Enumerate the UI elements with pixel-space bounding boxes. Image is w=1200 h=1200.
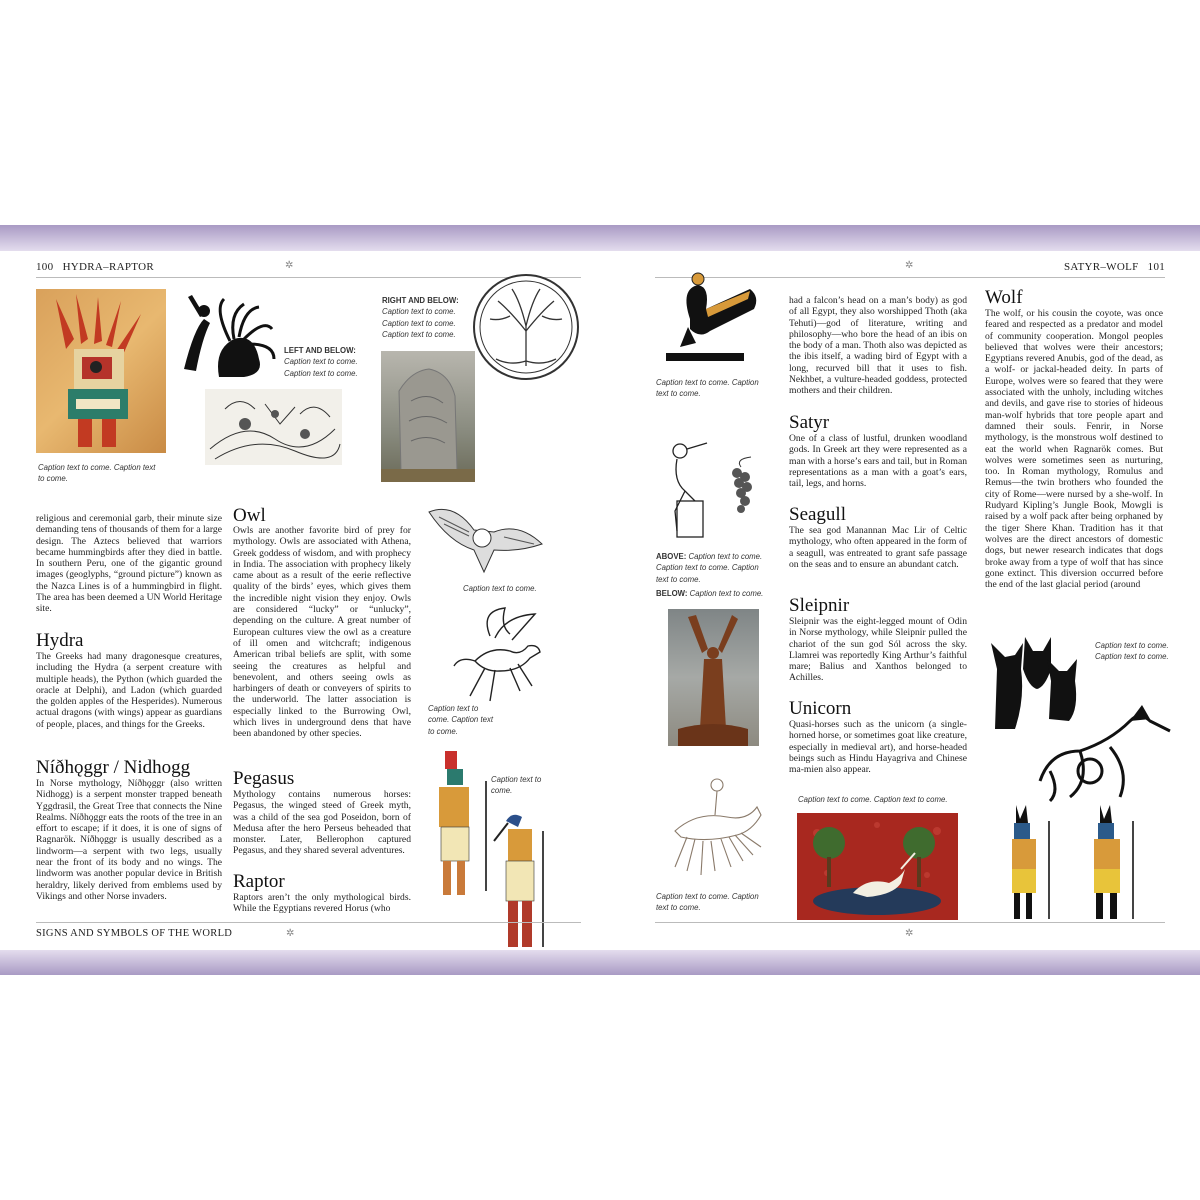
caption-right-below-label: RIGHT AND BELOW:: [382, 296, 459, 305]
caption-left-and-below: [284, 345, 374, 379]
seagull-text: The sea god Manannan Mac Lir of Celtic mythology, who often appeared in the form of a seagull, was entreated to grant safe passage on the seas and to ensure an abundant catch.: [789, 525, 967, 570]
woodcut-image: [205, 389, 342, 465]
caption-above: [656, 551, 771, 585]
left-footer-rule: [36, 922, 581, 923]
caption-left-below-label: LEFT AND BELOW:: [284, 346, 356, 355]
caption-below-label: BELOW:: [656, 589, 688, 598]
hummingbird-text-continued: religious and ceremonial garb, their minute size demanding tens of thousands of them for a large design. The Aztecs believed that warriors became hummingbirds after they died in battle. In southern Peru, one of the gigantic ground images (geoglyphs, “ground picture”) known as the Nazca Lines is of a hummingbird in flight. The area has been deemed a UN World Heritage site.: [36, 513, 222, 615]
seagull-statue-image: [668, 609, 759, 746]
unicorn-heading: Unicorn: [789, 698, 852, 719]
caption-sleipnir: Caption text to come. Caption text to come.: [656, 892, 759, 913]
caption-above-label: ABOVE:: [656, 552, 687, 561]
left-running-head: [36, 261, 154, 273]
hydra-image: [174, 289, 280, 379]
caption-egypt: Caption text to come.: [491, 775, 542, 796]
satyr-text: One of a class of lustful, drunken woodland gods. In Greek art they were represented as a man with a horse’s ears and tail, but in Roman representations as a man with a goat’s ears, tail, legs, and horns.: [789, 433, 967, 490]
caption-right-and-below: [382, 295, 470, 341]
star-ornament-icon: ✲: [905, 928, 914, 939]
owl-text: Owls are another favorite bird of prey for mythology. Owls are associated with Athena, Greek goddess of wisdom, and with prophecy in India. The association with prophecy likely came about as a result of the eerie reflective quality of the birds’ eyes, which gives them the incredible night vision they enjoy. Owls are considered “lucky” or “unlucky”, depending on the culture. A great number of European cultures view the owl as a creature of ill omen and witchcraft; indigenous American tribal beliefs are split, with some seeing the creatures as helpful and benevolent, and others seeing owls as harbingers of death or conveyers of spirits to the underworld. The latter association is especially linked to the Burrowing Owl, which lives in underground dens that have been abandoned by other species.: [233, 525, 411, 740]
star-ornament-icon: ✲: [905, 260, 914, 271]
celtic-wolf-image: [1030, 701, 1175, 806]
star-ornament-icon: ✲: [285, 260, 294, 271]
yggdrasil-tree-image: [470, 271, 582, 383]
sleipnir-text: Sleipnir was the eight-legged mount of Odin in Norse mythology, while Sleipnir pulled the chariot of the sun god Sól across the sky. Llamrei was reportedly King Arthur’s faithful mare; Balius and Xanthos belonged to Achilles.: [789, 616, 967, 684]
caption-unicorn: Caption text to come. Caption text to come.: [798, 795, 948, 804]
sleipnir-heading: Sleipnir: [789, 595, 850, 616]
left-folio: 100: [36, 261, 54, 273]
runestone-image: [381, 351, 475, 482]
owl-heading: Owl: [233, 505, 266, 526]
right-folio: 101: [1147, 261, 1166, 273]
thoth-figure-image: [492, 811, 558, 951]
nidhogg-text: In Norse mythology, Níðhǫggr (also written Nidhogg) is a serpent monster trapped beneath Yggdrasil, the Great Tree that connects the Nine Realms. Níðhǫggr eats the roots of the tree in an effort to escape; if it does, it is one of signs of Ragnarök. Níðhǫggr is usually described as a lindworm—a serpent with two legs, usually near the front of its body and no wings. The lindworm was another popular device in British heraldry, likely derived from emblems used by Vikings and other Norse invaders.: [36, 778, 222, 902]
wolf-heading: Wolf: [985, 287, 1023, 308]
caption-owl: Caption text to come.: [463, 584, 537, 593]
raptor-heading: Raptor: [233, 871, 285, 892]
left-section-title: HYDRA–RAPTOR: [62, 261, 154, 273]
wolf-text: The wolf, or his cousin the coyote, was once feared and respected as a predator and model of community cooperation. Mongol peoples believed that wolves were their ancestors; Egyptians revered Anubis, god of the dead, as a wolf- or jackal-headed deity. In parts of Europe, wolves were so feared that they were associated with the unholy, including witches and devils, and gave rise to stories of hideous man-wolf hybrids that tore people apart and damned their souls. Fenrir, in Norse mythology, is the monstrous wolf destined to eat the world when Ragnarök comes. But wolves were sometimes seen as nurturing, too. In Roman mythology, Romulus and Remus—the twin brothers who founded the city of Rome—were nursed by a she-wolf. In Rudyard Kipling’s Jungle Book, Mowgli is raised by a wolf pack after being orphaned by the tiger Shere Khan. Tradition has it that wolves are the direct ancestors of domestic dogs, but newer research indicates that dogs broke away from a type of wolf that has since gone extinct. This diversion occurred before the end of the last glacial period (around: [985, 308, 1163, 591]
raptor-text: Raptors aren’t the only mythological birds. While the Egyptians revered Horus (who: [233, 892, 411, 915]
caption-horus: Caption text to come. Caption text to come.: [656, 378, 759, 399]
seagull-heading: Seagull: [789, 504, 846, 525]
bottom-purple-band: [0, 950, 1200, 975]
book-spread: [0, 251, 1200, 950]
hydra-text: The Greeks had many dragonesque creatures, including the Hydra (a serpent creature with multiple heads), the Python (which guarded the oracle at Delphi), and Ladon (which guarded the golden apples of the Hesperides). Numerous actual dragons (with wings) appear as guardians of people, places, and things for the Greeks.: [36, 651, 222, 730]
horus-falcon-image: [660, 269, 770, 367]
caption-above-text: Caption text to come. Caption text to come. Caption text to come.: [656, 552, 763, 584]
pegasus-text: Mythology contains numerous horses: Pegasus, the winged steed of Greek myth, was a child of the sea god Poseidon, born of Medusa after the hero Perseus beheaded that monster. Later, Bellerophon captured Pegasus, and they shared several adventures.: [233, 789, 411, 857]
caption-wolves: Caption text to come. Caption text to come.: [1095, 641, 1169, 662]
aztec-hummingbird-image: [36, 289, 166, 453]
caption-left-below-text: Caption text to come. Caption text to come.: [284, 357, 358, 378]
star-ornament-icon: ✲: [286, 928, 295, 939]
satyr-image: [655, 431, 770, 546]
pegasus-image: [450, 606, 545, 706]
right-section-title: SATYR–WOLF: [1064, 261, 1139, 273]
anubis-figure-image: [1000, 801, 1060, 921]
caption-below: [656, 588, 771, 599]
owl-image: [424, 502, 546, 576]
caption-below-text: Caption text to come.: [689, 589, 764, 598]
right-running-head: [1064, 261, 1165, 273]
hydra-heading: Hydra: [36, 630, 84, 651]
satyr-heading: Satyr: [789, 412, 830, 433]
unicorn-tapestry-image: [797, 813, 958, 920]
unicorn-text: Quasi-horses such as the unicorn (a single-horned horse, or sometimes goat like creature, especially in medieval art), and horse-headed beings such as Hindu Hayagriva and Chinese ma-mien also appear.: [789, 719, 967, 776]
right-footer-rule: [655, 922, 1165, 923]
sleipnir-image: [657, 771, 767, 887]
nidhogg-heading: Níðhǫggr / Nidhogg: [36, 757, 191, 778]
caption-hummingbird: Caption text to come. Caption text to come.: [38, 463, 156, 484]
horus-figure-image: [425, 751, 497, 901]
left-footer-title: SIGNS AND SYMBOLS OF THE WORLD: [36, 928, 233, 939]
pegasus-heading: Pegasus: [233, 768, 295, 789]
caption-pegasus: Caption text to come. Caption text to come.: [428, 704, 494, 736]
anubis-figure-image: [1080, 801, 1140, 921]
caption-right-below-text: Caption text to come. Caption text to come. Caption text to come.: [382, 307, 456, 340]
top-purple-band: [0, 225, 1200, 251]
thoth-text-continued: had a falcon’s head on a man’s body) as god of all Egypt, they also worshipped Thoth (aka Tehuti)—god of literature, writing and philosophy—who bore the head of an ibis on the body of a man. Thoth also was depicted as the ibis itself, a wading bird of Egypt with a long, recurved bill that it uses to fish. Nekhbet, a vulture-headed goddess, protected mothers and their children.: [789, 295, 967, 397]
